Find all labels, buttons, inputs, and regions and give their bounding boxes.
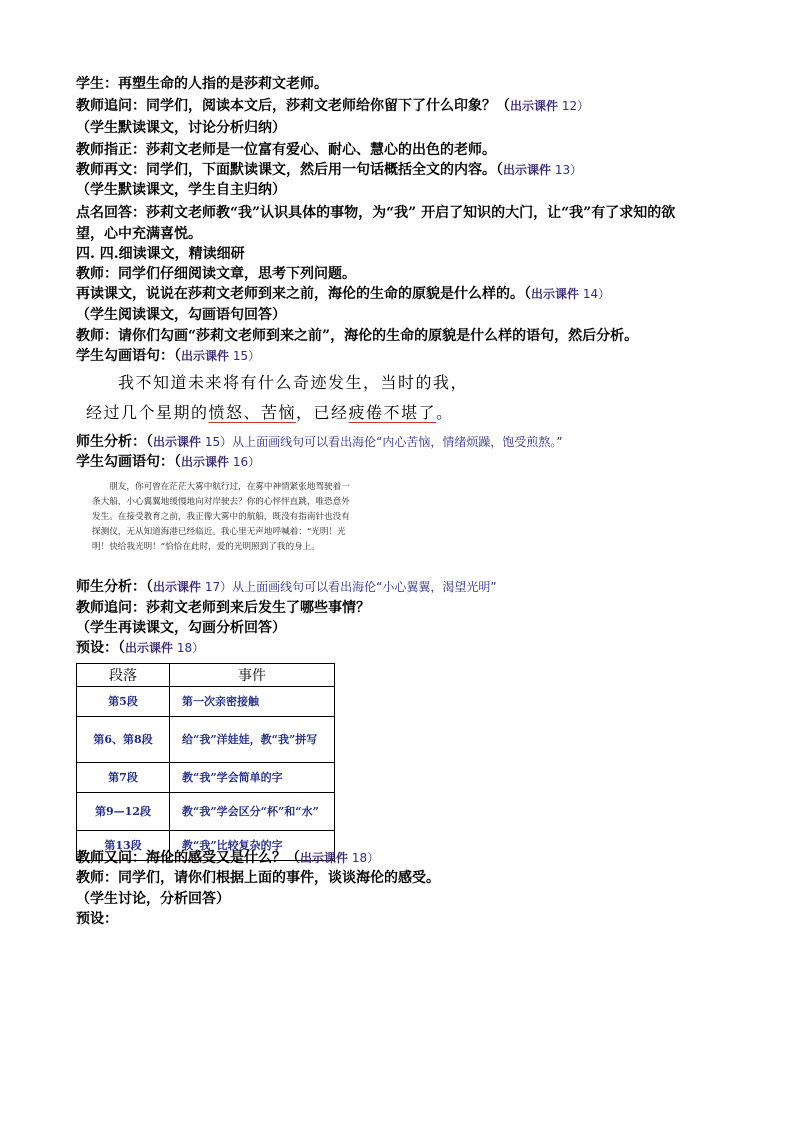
text-line: 教师指正：莎莉文老师是一位富有爱心、耐心、慧心的出色的老师。: [76, 142, 496, 158]
text-line: （学生讨论，分析回答）: [76, 891, 230, 907]
text-line: 再读课文，说说在莎莉文老师到来之前，海伦的生命的原貌是什么样的。（出示课件 14）: [76, 286, 611, 302]
table-cell-paragraph: 第7段: [77, 763, 170, 793]
text-line: 教师又问：海伦的感受又是什么？（出示课件 18）: [76, 850, 380, 866]
table-cell-event: 教“我”学会区分“杯”和“水”: [170, 793, 335, 831]
table-row: [77, 717, 335, 763]
text-line: 学生勾画语句：（出示课件 15）: [76, 348, 261, 364]
table-row: [77, 793, 335, 831]
text-line: 师生分析：（出示课件 15）从上面画线句可以看出海伦“内心苦恼，情绪烦躁，饱受煎熬。”: [76, 434, 563, 450]
table-cell-event: 给“我”洋娃娃，教“我”拼写: [170, 717, 335, 763]
text-line: （学生再读课文，勾画分析回答）: [76, 620, 286, 636]
text-line: 师生分析：（出示课件 17）从上面画线句可以看出海伦“小心翼翼，渴望光明”: [76, 579, 497, 595]
quoted-sentence: 我不知道未来将有什么奇迹发生，当时的我，: [118, 373, 469, 392]
text-line: （学生阅读课文，勾画语句回答）: [76, 307, 286, 323]
text-line: 教师：请你们勾画“莎莉文老师到来之前”，海伦的生命的原貌是什么样的语句，然后分析。: [76, 328, 639, 344]
table-row: [77, 763, 335, 793]
text-line: 学生勾画语句：（出示课件 16）: [76, 454, 261, 470]
text-line: 预设：（出示课件 18）: [76, 640, 205, 656]
text-line: 教师再文：同学们，下面默读课文，然后用一句话概括全文的内容。（出示课件 13）: [76, 162, 583, 178]
table-header: 段落: [77, 664, 170, 687]
table-cell-paragraph: 第6、第8段: [77, 717, 170, 763]
table-cell-paragraph: 第9—12段: [77, 793, 170, 831]
table-row: [77, 687, 335, 717]
table-cell-event: 教“我”学会简单的字: [170, 763, 335, 793]
text-line: 教师追问：莎莉文老师到来后发生了哪些事情？: [76, 600, 370, 616]
text-line: 点名回答：莎莉文老师教“我”认识具体的事物，为“我” 开启了知识的大门，让“我”有了求知的欲: [76, 205, 676, 221]
text-line: 学生：再塑生命的人指的是莎莉文老师。: [76, 76, 328, 92]
table-cell-event: 第一次亲密接触: [170, 687, 335, 717]
table-header: 事件: [170, 664, 335, 687]
underlined-phrase: 疲倦不堪了: [348, 403, 437, 422]
table-cell-paragraph: 第13段: [77, 831, 170, 861]
text-line: （学生默读课文，学生自主归纳）: [76, 182, 286, 198]
quoted-sentence: 经过几个星期的愤怒、苦恼，已经疲倦不堪了。: [86, 403, 454, 422]
text-line: 教师：同学们，请你们根据上面的事件，谈谈海伦的感受。: [76, 870, 440, 886]
table-cell-event: 教“我”比较复杂的字: [170, 831, 335, 861]
text-line: 望，心中充满喜悦。: [76, 226, 202, 242]
text-line: 教师：同学们仔细阅读文章，思考下列问题。: [76, 266, 356, 282]
text-line: 预设：: [76, 911, 118, 927]
events-table: [76, 663, 335, 861]
underlined-phrase: 愤怒、苦恼: [208, 403, 297, 422]
excerpt-passage: 朋友，你可曾在茫茫大雾中航行过，在雾中神情紧张地驾驶着一条大船，小心翼翼地缓慢地向对岸驶去？你的心怦怦直跳，唯恐意外发生。在接受教育之前，我正像大雾中的航船，既没有指南针也没有探测仪，无从知道海港已经临近。我心里无声地呼喊着：“光明！光明！快给我光明！”恰恰在此时，爱的光明照到了我的身上。: [92, 482, 350, 552]
text-line: 教师追问：同学们，阅读本文后，莎莉文老师给你留下了什么印象？（出示课件 12）: [76, 98, 590, 114]
table-cell-paragraph: 第5段: [77, 687, 170, 717]
section-heading: 四. 四.细读课文，精读细研: [76, 246, 245, 262]
text-line: （学生默读课文，讨论分析归纳）: [76, 120, 286, 136]
table-header-row: [77, 664, 335, 687]
